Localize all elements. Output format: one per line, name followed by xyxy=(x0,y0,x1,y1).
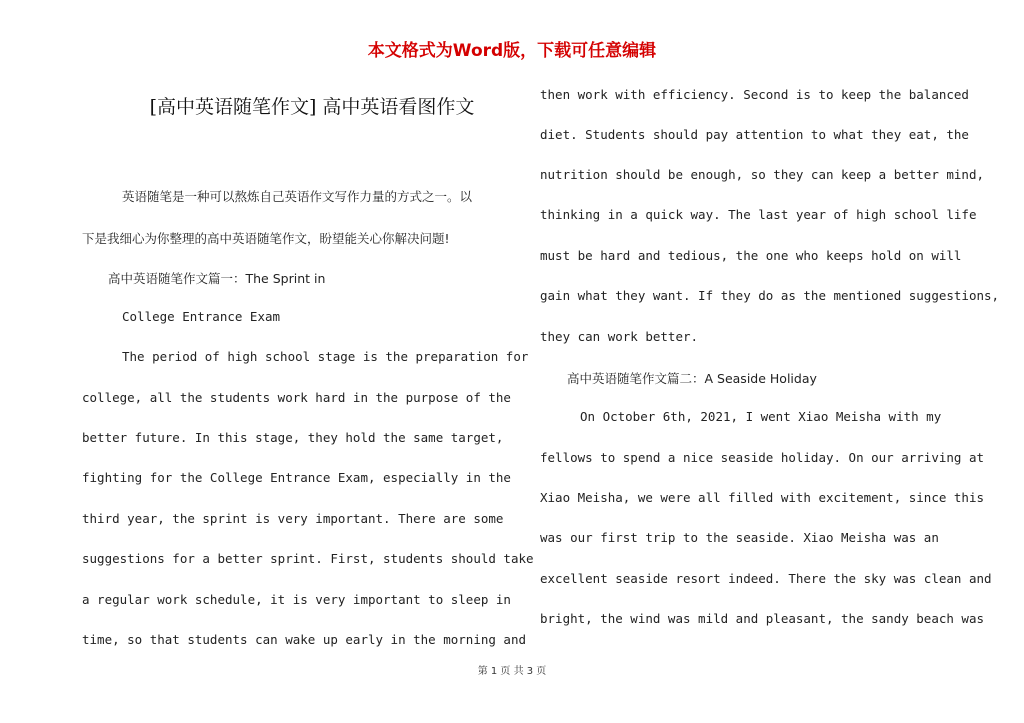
document-title: [高中英语随笔作文] 高中英语看图作文 xyxy=(149,96,475,118)
section-heading: 高中英语随笔作文篇二：A Seaside Holiday xyxy=(567,371,817,386)
paragraph-line: Xiao Meisha, we were all filled with excitement, since this xyxy=(540,490,985,505)
paragraph-line: time, so that students can wake up early in the morning and xyxy=(82,632,527,647)
paragraph-line: On October 6th, 2021, I went Xiao Meisha with my xyxy=(580,409,942,424)
section-heading: College Entrance Exam xyxy=(122,309,281,324)
paragraph-line: diet. Students should pay attention to what they eat, the xyxy=(540,127,969,142)
paragraph-line: they can work better. xyxy=(540,329,699,344)
paragraph-line: suggestions for a better sprint. First, students should take xyxy=(82,551,534,566)
paragraph-line: nutrition should be enough, so they can keep a better mind, xyxy=(540,167,985,182)
paragraph-line: third year, the sprint is very important. There are some xyxy=(82,511,504,526)
paragraph-line: gain what they want. If they do as the mentioned suggestions, xyxy=(540,288,1000,303)
paragraph-line: then work with efficiency. Second is to keep the balanced xyxy=(540,87,969,102)
page-footer: 第 1 页 共 3 页 xyxy=(477,666,547,677)
paragraph-line: college, all the students work hard in the purpose of the xyxy=(82,390,511,405)
paragraph-line: a regular work schedule, it is very important to sleep in xyxy=(82,592,511,607)
paragraph-line: The period of high school stage is the preparation for xyxy=(122,349,529,364)
paragraph-line: must be hard and tedious, the one who keeps hold on will xyxy=(540,248,962,263)
section-heading: 高中英语随笔作文篇一：The Sprint in xyxy=(108,271,326,286)
paragraph-line: fellows to spend a nice seaside holiday. On our arriving at xyxy=(540,450,985,465)
paragraph-line: bright, the wind was mild and pleasant, the sandy beach was xyxy=(540,611,985,626)
paragraph-line: 下是我细心为你整理的高中英语随笔作文，盼望能关心你解决问题! xyxy=(82,231,450,246)
paragraph-line: was our first trip to the seaside. Xiao Meisha was an xyxy=(540,530,939,545)
paragraph-line: excellent seaside resort indeed. There the sky was clean and xyxy=(540,571,992,586)
paragraph-line: thinking in a quick way. The last year of high school life xyxy=(540,207,977,222)
paragraph-line: 英语随笔是一种可以熬炼自己英语作文写作力量的方式之一。以 xyxy=(122,189,473,204)
paragraph-line: fighting for the College Entrance Exam, especially in the xyxy=(82,470,511,485)
download-banner: 本文格式为Word版，下载可任意编辑 xyxy=(367,41,657,61)
paragraph-line: better future. In this stage, they hold the same target, xyxy=(82,430,504,445)
